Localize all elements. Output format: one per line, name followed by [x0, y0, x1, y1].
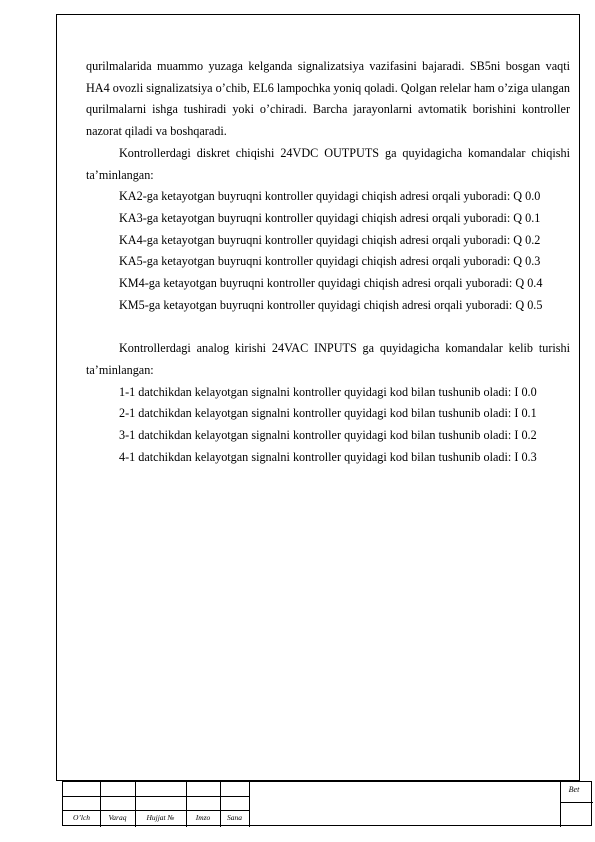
- paragraph: 1-1 datchikdan kelayotgan signalni kontroller quyidagi kod bilan tushunib oladi: I 0.0: [119, 384, 537, 399]
- paragraph: KA4-ga ketayotgan buyruqni kontroller quyidagi chiqish adresi orqali yuboradi: Q 0.2: [119, 232, 541, 247]
- blank-line: [86, 316, 570, 338]
- paragraph: KM4-ga ketayotgan buyruqni kontroller quyidagi chiqish adresi orqali yuboradi: Q 0.4: [119, 276, 543, 291]
- paragraph: KA3-ga ketayotgan buyruqni kontroller quyidagi chiqish adresi orqali yuboradi: Q 0.1: [119, 210, 541, 225]
- document-body: [86, 56, 570, 468]
- paragraph: qurilmalarida muammo yuzaga kelganda signalizatsiya vazifasini bajaradi. SB5ni bosgan vaqti HA4 ovozli signalizatsiya o’chib, EL6 lampochka yoniq qoladi. Qolgan relelar ham o’ziga ulangan qurilmalarni ishga tushiradi yoki o’chiradi. Barcha jarayonlarni avtomatik borishini kontroller nazorat qiladi va boshqaradi.: [86, 59, 570, 139]
- paragraph: Kontrollerdagi diskret chiqishi 24VDC OUTPUTS ga quyidagicha komandalar chiqishi ta’minlangan:: [86, 145, 570, 182]
- paragraph: 2-1 datchikdan kelayotgan signalni kontroller quyidagi kod bilan tushunib oladi: I 0.1: [119, 406, 537, 421]
- stamp-label-olch: O’lch: [72, 813, 91, 822]
- stamp-label-imzo: Imzo: [195, 813, 211, 822]
- stamp-label-hujjat: Hujjat №: [146, 813, 175, 822]
- paragraph: KA2-ga ketayotgan buyruqni kontroller quyidagi chiqish adresi orqali yuboradi: Q 0.0: [119, 189, 541, 204]
- paragraph: 3-1 datchikdan kelayotgan signalni kontroller quyidagi kod bilan tushunib oladi: I 0.2: [119, 427, 537, 442]
- paragraph: Kontrollerdagi analog kirishi 24VAC INPUTS ga quyidagicha komandalar kelib turishi ta’minlangan:: [86, 341, 570, 377]
- stamp-label-varaq: Varaq: [108, 813, 127, 822]
- title-block: [62, 781, 592, 826]
- paragraph: KM5-ga ketayotgan buyruqni kontroller quyidagi chiqish adresi orqali yuboradi: Q 0.5: [119, 297, 543, 312]
- stamp-label-bet: Bet: [568, 785, 580, 794]
- stamp-label-sana: Sana: [227, 813, 242, 822]
- paragraph: 4-1 datchikdan kelayotgan signalni kontroller quyidagi kod bilan tushunib oladi: I 0.3: [119, 449, 537, 464]
- paragraph: KA5-ga ketayotgan buyruqni kontroller quyidagi chiqish adresi orqali yuboradi: Q 0.3: [119, 254, 541, 269]
